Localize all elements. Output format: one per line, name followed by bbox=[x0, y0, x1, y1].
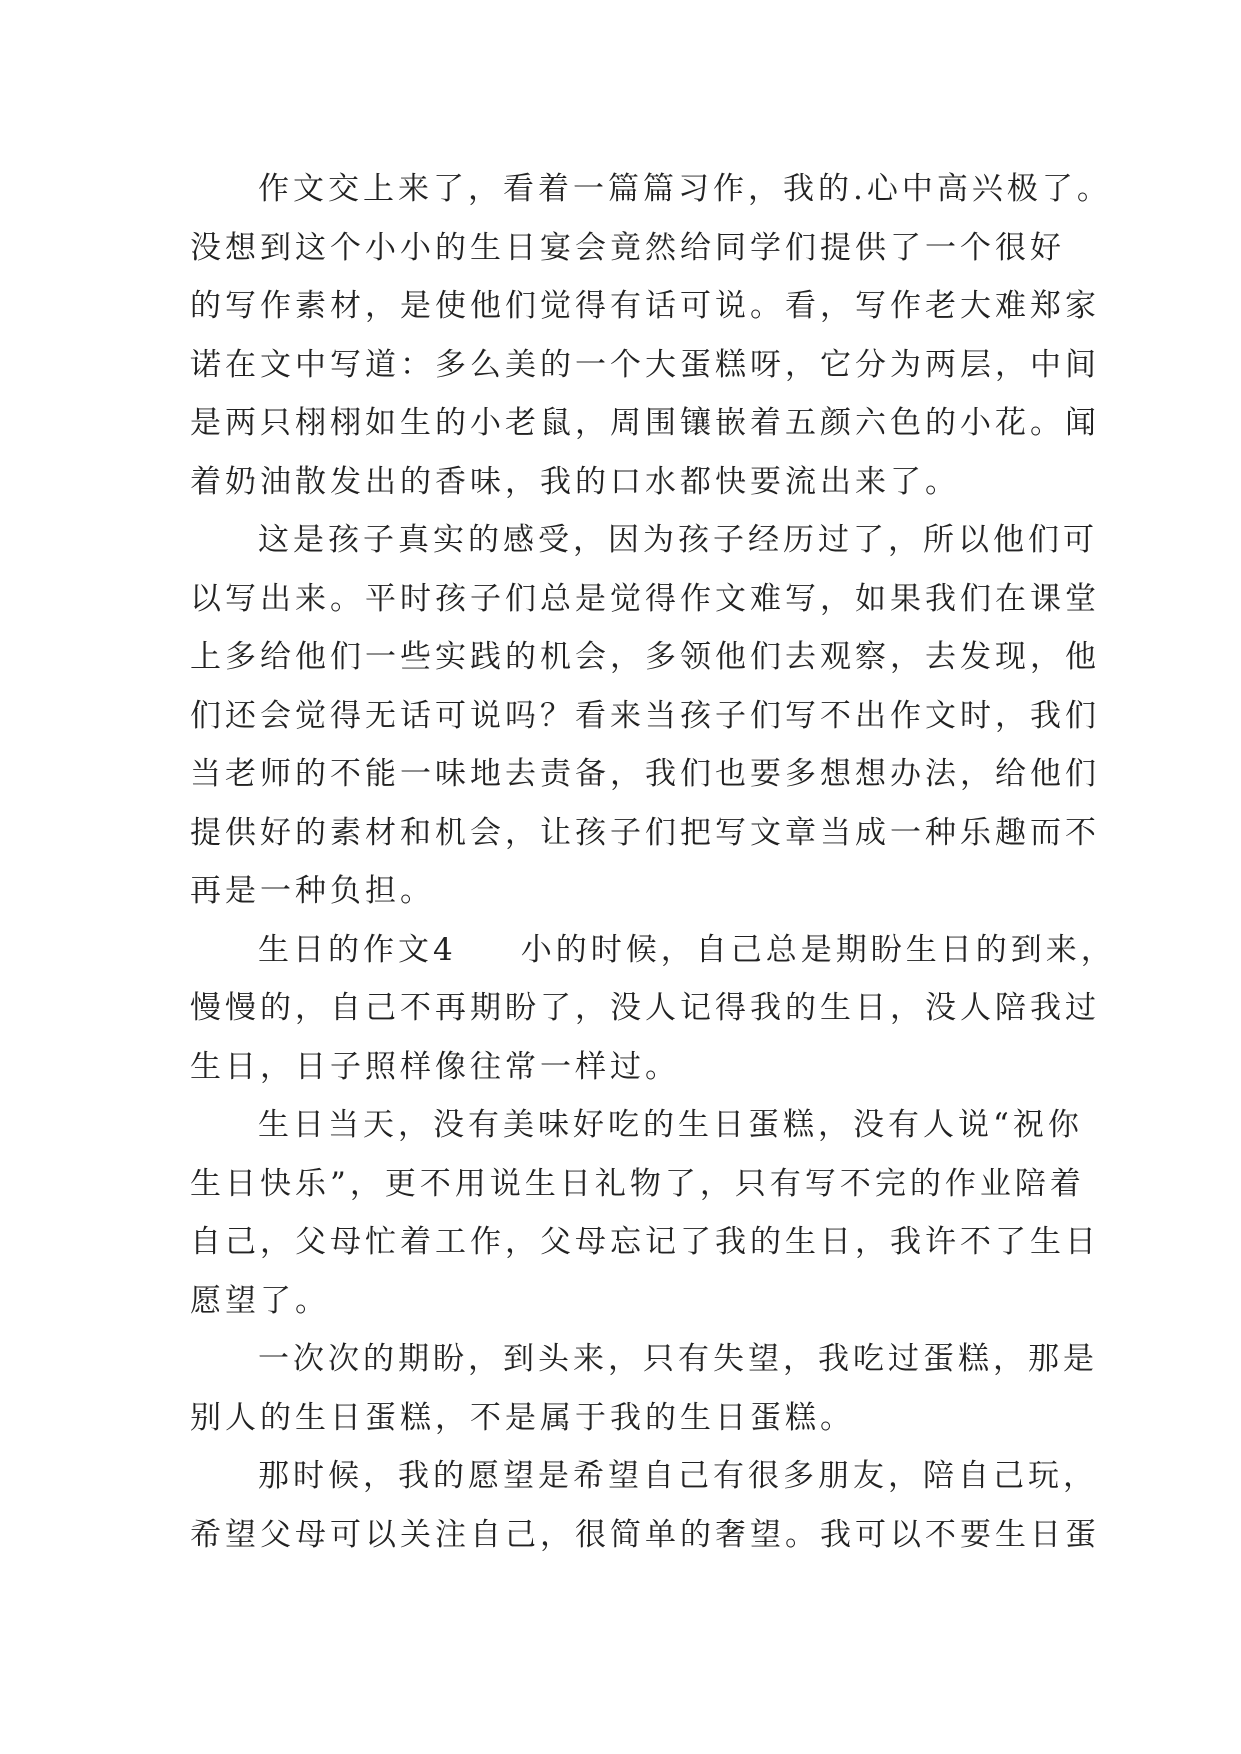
text-line: 以写出来。平时孩子们总是觉得作文难写，如果我们在课堂 bbox=[190, 580, 1100, 617]
section-heading-line bbox=[190, 921, 1190, 980]
text-line: 是两只栩栩如生的小老鼠，周围镶嵌着五颜六色的小花。闻 bbox=[190, 405, 1100, 441]
text-line: 当老师的不能一味地去责备，我们也要多想想办法，给他们 bbox=[190, 756, 1100, 792]
heading-continuation-text: 小的时候，自己总是期盼生日的到来， bbox=[520, 931, 1116, 968]
document-body bbox=[190, 160, 1190, 1564]
section-heading: 生日的作文4 bbox=[258, 931, 457, 968]
text-line: 一次次的期盼，到头来，只有失望，我吃过蛋糕，那是 bbox=[258, 1341, 1098, 1377]
text-line: 的写作素材，是使他们觉得有话可说。看，写作老大难郑家 bbox=[190, 288, 1100, 324]
text-line: 诺在文中写道：多么美的一个大蛋糕呀，它分为两层，中间 bbox=[190, 346, 1100, 383]
text-line: 慢慢的，自己不再期盼了，没人记得我的生日，没人陪我过 bbox=[190, 990, 1100, 1026]
text-line: 再是一种负担。 bbox=[190, 873, 435, 909]
text-line: 生日当天，没有美味好吃的生日蛋糕，没有人说“祝你 bbox=[258, 1107, 1083, 1143]
text-line: 着奶油散发出的香味，我的口水都快要流出来了。 bbox=[190, 463, 960, 500]
text-line: 愿望了。 bbox=[190, 1282, 330, 1319]
text-line: 那时候，我的愿望是希望自己有很多朋友，陪自己玩， bbox=[258, 1458, 1098, 1494]
text-line: 别人的生日蛋糕，不是属于我的生日蛋糕。 bbox=[190, 1399, 855, 1436]
text-line: 上多给他们一些实践的机会，多领他们去观察，去发现，他 bbox=[190, 639, 1100, 675]
text-line: 没想到这个小小的生日宴会竟然给同学们提供了一个很好 bbox=[190, 229, 1065, 266]
text-line: 们还会觉得无话可说吗？看来当孩子们写不出作文时，我们 bbox=[190, 697, 1100, 734]
text-line: 作文交上来了，看着一篇篇习作，我的.心中高兴极了。 bbox=[258, 171, 1112, 207]
text-line: 这是孩子真实的感受，因为孩子经历过了，所以他们可 bbox=[258, 522, 1098, 558]
text-line: 生日，日子照样像往常一样过。 bbox=[190, 1048, 680, 1085]
text-line: 希望父母可以关注自己，很简单的奢望。我可以不要生日蛋 bbox=[190, 1516, 1100, 1553]
text-line: 生日快乐”，更不用说生日礼物了，只有写不完的作业陪着 bbox=[190, 1165, 1085, 1202]
text-line: 提供好的素材和机会，让孩子们把写文章当成一种乐趣而不 bbox=[190, 814, 1100, 851]
text-line: 自己，父母忙着工作，父母忘记了我的生日，我许不了生日 bbox=[190, 1224, 1100, 1260]
